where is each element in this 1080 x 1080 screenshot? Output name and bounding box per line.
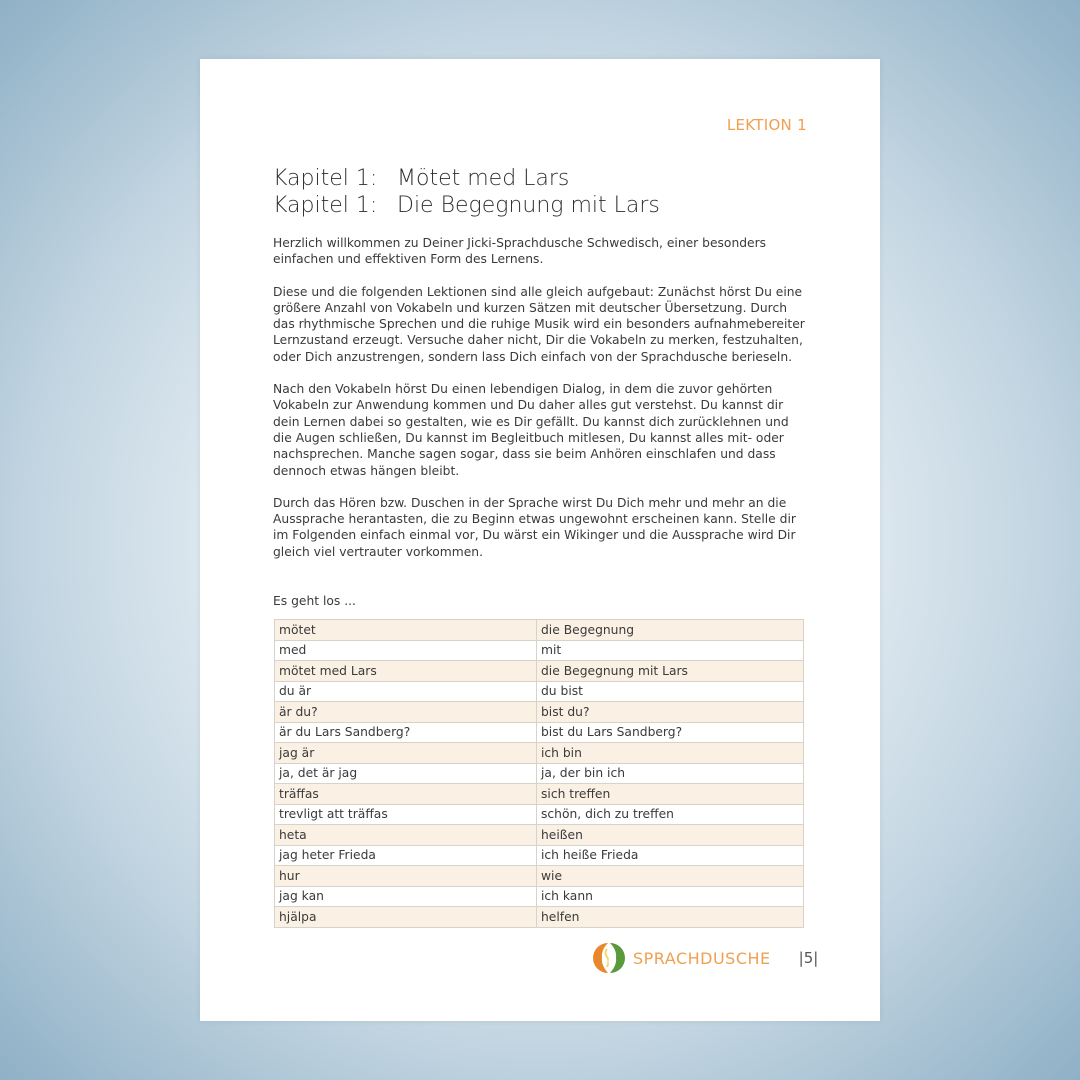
table-row bbox=[275, 661, 804, 682]
table-row bbox=[275, 804, 804, 825]
swedish-term-cell: jag kan bbox=[275, 886, 537, 907]
lesson-label: LEKTION 1 bbox=[726, 116, 807, 134]
paragraph: Herzlich willkommen zu Deiner Jicki-Sprachdusche Schwedisch, einer besonders einfachen und effektiven Form des Lernens. bbox=[273, 236, 767, 267]
table-row bbox=[275, 784, 804, 805]
table-row bbox=[275, 640, 804, 661]
table-row bbox=[275, 866, 804, 887]
german-translation-cell: wie bbox=[537, 866, 804, 887]
table-row bbox=[275, 763, 804, 784]
document-page bbox=[200, 59, 880, 1021]
swedish-term-cell: är du Lars Sandberg? bbox=[275, 722, 537, 743]
chapter-headings bbox=[273, 165, 660, 219]
swedish-term-cell: mötet med Lars bbox=[275, 661, 537, 682]
chapter-number: Kapitel 1: bbox=[273, 166, 378, 191]
intro-line: Es geht los ... bbox=[273, 594, 356, 608]
german-translation-cell: ich kann bbox=[537, 886, 804, 907]
german-translation-cell: ich bin bbox=[537, 743, 804, 764]
swedish-term-cell: hur bbox=[275, 866, 537, 887]
swedish-term-cell: är du? bbox=[275, 702, 537, 723]
page-number: |5| bbox=[798, 949, 819, 967]
table-row bbox=[275, 825, 804, 846]
paragraph: Nach den Vokabeln hörst Du einen lebendigen Dialog, in dem die zuvor gehörten Vokabeln zur Anwendung kommen und Du daher alles gut verstehst. Du kannst dir dein Lernen dabei so gestalten, wie es Dir gefällt. Du kannst dich zurücklehnen und die Augen schließen, Du kannst im Begleitbuch mitlesen, Du kannst alles mit- oder nachsprechen. Manche sagen sogar, dass sie beim Anhören einschlafen und dass dennoch etwas hängen bleibt. bbox=[273, 382, 789, 478]
table-row bbox=[275, 886, 804, 907]
chapter-heading-swedish bbox=[273, 165, 660, 192]
table-row bbox=[275, 845, 804, 866]
german-translation-cell: bist du Lars Sandberg? bbox=[537, 722, 804, 743]
swedish-term-cell: jag heter Frieda bbox=[275, 845, 537, 866]
german-translation-cell: ja, der bin ich bbox=[537, 763, 804, 784]
sprachdusche-logo-icon bbox=[592, 941, 626, 975]
german-translation-cell: schön, dich zu treffen bbox=[537, 804, 804, 825]
vocabulary-table-body bbox=[275, 620, 804, 928]
table-row bbox=[275, 722, 804, 743]
german-translation-cell: helfen bbox=[537, 907, 804, 928]
swedish-term-cell: med bbox=[275, 640, 537, 661]
swedish-term-cell: träffas bbox=[275, 784, 537, 805]
table-row bbox=[275, 702, 804, 723]
german-translation-cell: heißen bbox=[537, 825, 804, 846]
paragraph: Diese und die folgenden Lektionen sind alle gleich aufgebaut: Zunächst hörst Du eine größere Anzahl von Vokabeln und kurzen Sätzen mit deutscher Übersetzung. Durch das rhythmische Sprechen und die ruhige Musik wird ein besonders aufnahmebereiter Lernzustand erzeugt. Versuche daher nicht, Dir die Vokabeln zu merken, festzuhalten, oder Dich anzustrengen, sondern lass Dich einfach von der Sprachdusche berieseln. bbox=[273, 284, 805, 364]
chapter-heading-german bbox=[273, 192, 660, 219]
swedish-term-cell: mötet bbox=[275, 620, 537, 641]
german-translation-cell: du bist bbox=[537, 681, 804, 702]
german-translation-cell: mit bbox=[537, 640, 804, 661]
chapter-title: Die Begegnung mit Lars bbox=[397, 193, 660, 218]
body-text bbox=[273, 235, 808, 576]
brand-name: SPRACHDUSCHE bbox=[633, 948, 771, 968]
german-translation-cell: ich heiße Frieda bbox=[537, 845, 804, 866]
logo-svg bbox=[592, 941, 626, 975]
swedish-term-cell: jag är bbox=[275, 743, 537, 764]
swedish-term-cell: trevligt att träffas bbox=[275, 804, 537, 825]
table-row bbox=[275, 681, 804, 702]
chapter-number: Kapitel 1: bbox=[273, 193, 378, 218]
german-translation-cell: sich treffen bbox=[537, 784, 804, 805]
german-translation-cell: die Begegnung bbox=[537, 620, 804, 641]
swedish-term-cell: hjälpa bbox=[275, 907, 537, 928]
table-row bbox=[275, 743, 804, 764]
chapter-title: Mötet med Lars bbox=[397, 166, 570, 191]
table-row bbox=[275, 620, 804, 641]
german-translation-cell: die Begegnung mit Lars bbox=[537, 661, 804, 682]
swedish-term-cell: heta bbox=[275, 825, 537, 846]
paragraph: Durch das Hören bzw. Duschen in der Sprache wirst Du Dich mehr und mehr an die Aussprache herantasten, die zu Beginn etwas ungewohnt erscheinen kann. Stelle dir im Folgenden einfach einmal vor, Du wärst ein Wikinger und die Aussprache wird Dir gleich viel vertrauter vorkommen. bbox=[273, 495, 796, 559]
german-translation-cell: bist du? bbox=[537, 702, 804, 723]
table-row bbox=[275, 907, 804, 928]
page-footer bbox=[592, 941, 818, 975]
vocabulary-table bbox=[274, 619, 804, 928]
swedish-term-cell: du är bbox=[275, 681, 537, 702]
swedish-term-cell: ja, det är jag bbox=[275, 763, 537, 784]
